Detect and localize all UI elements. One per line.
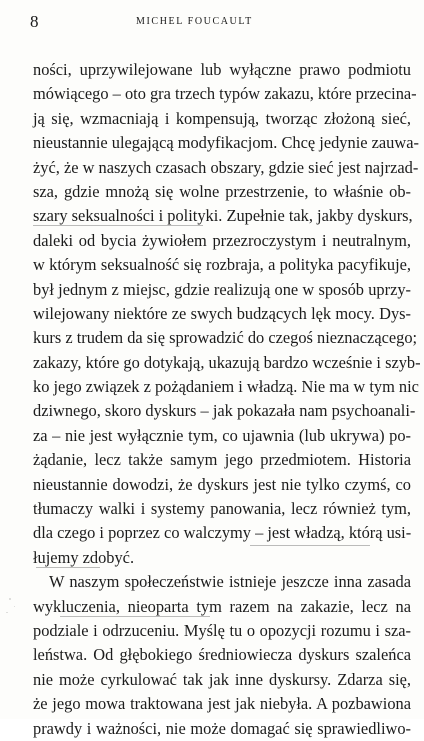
pencil-underline [36, 567, 100, 568]
text-line: wykluczenia, nieoparta tym razem na zakazie, lecz na [33, 596, 411, 616]
text-line: daleki od bycia żywiołem przezroczystym i neutralnym, [33, 230, 411, 250]
text-line: wilejowany niektóre ze swych budzących lęk mocy. Dys- [33, 303, 411, 323]
text-line: w którym seksualność się rozbraja, a polityka pacyfikuje, [33, 255, 411, 275]
text-line: mówiącego – oto gra trzech typów zakazu, które przecina- [33, 84, 417, 104]
pencil-underline [250, 545, 370, 546]
text-line: żyć, że w naszych czasach obszary, gdzie sieć jest najrzad- [33, 157, 419, 177]
scan-speck [6, 612, 8, 613]
body-text [33, 58, 421, 741]
text-line: łujemy zdobyć. [33, 547, 135, 567]
pencil-underline [60, 616, 210, 617]
text-line: za – nie jest wyłącznie tym, co ujawnia (lub ukrywa) po- [33, 425, 411, 445]
scan-speck [9, 598, 11, 600]
text-line: W naszym społeczeństwie istnieje jeszcze inna zasada [49, 572, 411, 592]
text-line: że jego mowa traktowana jest jak niebyła. A pozbawiona [33, 694, 411, 714]
text-line: zakazy, które go dotykają, ukazują bardzo wcześnie i szyb- [33, 352, 421, 372]
text-line: dziwnego, skoro dyskurs – jak pokazała nam psychoanali- [33, 401, 416, 421]
text-line: ności, uprzywilejowane lub wyłączne prawo podmiotu [33, 60, 411, 79]
text-line: tłumaczy walki i systemy panowania, lecz również tym, [33, 499, 411, 519]
scan-speck [14, 606, 15, 607]
text-line: nie może cyrkulować tak jak inne dyskursy. Zdarza się, [33, 669, 411, 689]
text-line: leństwa. Od głębokiego średniowiecza dyskurs szaleńca [33, 645, 411, 665]
text-line: podziale i odrzuceniu. Myślę tu o opozycji rozumu i sza- [33, 620, 411, 640]
text-line: ją się, wzmacniają i kompensują, tworząc złożoną sieć, [33, 108, 411, 128]
running-head: MICHEL FOUCAULT [136, 16, 253, 27]
text-line: dla czego i poprzez co walczymy – jest władzą, którą usi- [33, 523, 412, 543]
pencil-underline [33, 225, 203, 226]
text-line: nieustannie ulegającą modyfikacjom. Chcę jedynie zauwa- [33, 133, 419, 153]
text-line: kurs z trudem da się sprowadzić do czegoś nieznaczącego; [33, 328, 418, 348]
text-line: prawdy i ważności, nie może domagać się sprawiedliwo- [33, 718, 411, 738]
text-line: żądanie, lecz także samym jego przedmiotem. Historia [33, 450, 411, 470]
page-header [30, 13, 402, 31]
text-line: był jednym z miejsc, gdzie realizują one w sposób uprzy- [33, 279, 411, 299]
page-number: 8 [30, 12, 39, 31]
text-line: nieustannie dowodzi, że dyskurs jest nie tylko czymś, co [33, 474, 411, 494]
text-line: ko jego związek z pożądaniem i władzą. Nie ma w tym nic [33, 377, 419, 397]
text-line: szary seksualności i polityki. Zupełnie tak, jakby dyskurs, [33, 206, 413, 226]
text-line: sza, gdzie mnożą się wolne przestrzenie, to właśnie ob- [33, 181, 411, 201]
